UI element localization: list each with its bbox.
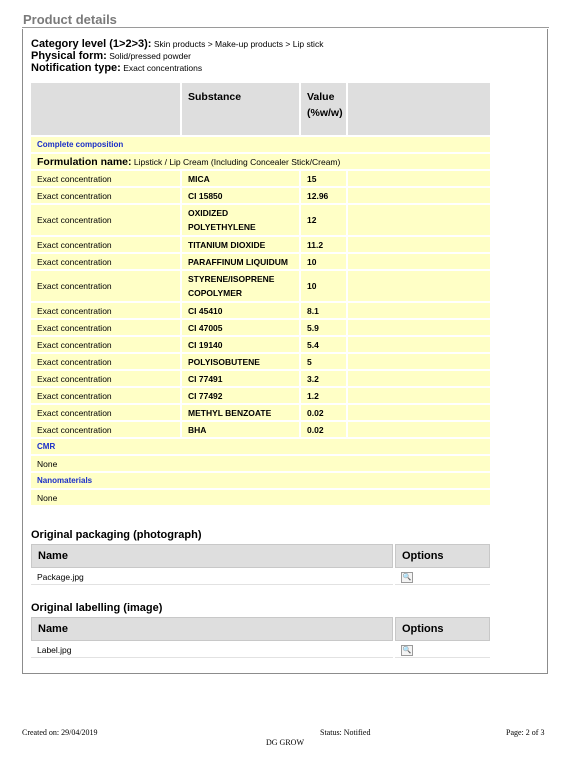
- composition-table: [29, 81, 492, 507]
- row-value: 5.9: [301, 320, 346, 335]
- notification-type-label: Notification type:: [31, 62, 121, 74]
- footer-org: DG GROW: [266, 738, 304, 747]
- row-empty: [348, 405, 490, 420]
- row-type: Exact concentration: [31, 337, 180, 352]
- row-value: 5.4: [301, 337, 346, 352]
- physical-form-value: Solid/pressed powder: [109, 51, 191, 61]
- magnifier-view-icon[interactable]: 🔍: [402, 646, 412, 654]
- row-value: 12.96: [301, 188, 346, 203]
- row-value: 3.2: [301, 371, 346, 386]
- row-substance-line2: POLYETHYLENE: [188, 222, 256, 232]
- table-row: [31, 422, 490, 437]
- packaging-title: Original packaging (photograph): [31, 529, 202, 541]
- row-value: 0.02: [301, 422, 346, 437]
- category-label: Category level (1>2>3):: [31, 38, 152, 50]
- row-substance: POLYISOBUTENE: [182, 354, 299, 369]
- formulation-value: Lipstick / Lip Cream (Including Concealer Stick/Cream): [133, 156, 341, 167]
- labelling-file-name[interactable]: Label.jpg: [31, 643, 393, 658]
- row-substance: [182, 271, 299, 301]
- row-empty: [348, 354, 490, 369]
- table-row: [31, 643, 490, 658]
- row-type: Exact concentration: [31, 237, 180, 252]
- row-substance-line1: STYRENE/ISOPRENE: [188, 274, 275, 284]
- row-value: 1.2: [301, 388, 346, 403]
- table-row: [31, 337, 490, 352]
- packaging-file-name[interactable]: Package.jpg: [31, 570, 393, 585]
- table-row: [31, 205, 490, 235]
- row-value: 0.02: [301, 405, 346, 420]
- row-substance: CI 77492: [182, 388, 299, 403]
- row-substance: [182, 205, 299, 235]
- header-value-line1: Value: [307, 91, 335, 103]
- row-substance: CI 77491: [182, 371, 299, 386]
- product-meta: [31, 38, 323, 74]
- cmr-value: None: [31, 456, 490, 471]
- table-row: [31, 405, 490, 420]
- composition-header-row: [31, 83, 490, 135]
- row-empty: [348, 237, 490, 252]
- row-type: Exact concentration: [31, 388, 180, 403]
- table-row: [31, 320, 490, 335]
- row-substance: BHA: [182, 422, 299, 437]
- row-empty: [348, 188, 490, 203]
- header-empty: [31, 83, 180, 135]
- section-cmr: CMR: [31, 439, 490, 454]
- table-row: [31, 354, 490, 369]
- labelling-table: [29, 615, 492, 660]
- row-value: 5: [301, 354, 346, 369]
- row-substance: CI 15850: [182, 188, 299, 203]
- row-type: Exact concentration: [31, 303, 180, 318]
- row-empty: [348, 271, 490, 301]
- row-substance: CI 45410: [182, 303, 299, 318]
- row-empty: [348, 422, 490, 437]
- row-substance: METHYL BENZOATE: [182, 405, 299, 420]
- header-empty-2: [348, 83, 490, 135]
- footer-page: Page: 2 of 3: [506, 728, 545, 737]
- table-row: [31, 371, 490, 386]
- footer-created: Created on: 29/04/2019: [22, 728, 98, 737]
- table-row: [31, 388, 490, 403]
- header-substance: Substance: [182, 83, 299, 135]
- row-empty: [348, 303, 490, 318]
- row-substance: MICA: [182, 171, 299, 186]
- section-nanomaterials: Nanomaterials: [31, 473, 490, 488]
- formulation-label: Formulation name:: [37, 155, 132, 168]
- row-type: Exact concentration: [31, 320, 180, 335]
- row-type: Exact concentration: [31, 188, 180, 203]
- table-row: [31, 254, 490, 269]
- row-empty: [348, 388, 490, 403]
- category-value: Skin products > Make-up products > Lip stick: [153, 39, 324, 49]
- row-value: 15: [301, 171, 346, 186]
- row-empty: [348, 320, 490, 335]
- row-type: Exact concentration: [31, 354, 180, 369]
- row-type: Exact concentration: [31, 254, 180, 269]
- row-substance-line1: OXIDIZED: [188, 208, 229, 218]
- row-type: Exact concentration: [31, 371, 180, 386]
- packaging-col-options: Options: [395, 544, 490, 568]
- row-substance: CI 47005: [182, 320, 299, 335]
- packaging-table: [29, 542, 492, 587]
- magnifier-view-icon[interactable]: 🔍: [402, 573, 412, 581]
- formulation-row: [31, 154, 490, 169]
- row-value: 11.2: [301, 237, 346, 252]
- section-complete-composition: Complete composition: [31, 137, 490, 152]
- row-empty: [348, 205, 490, 235]
- table-row: [31, 188, 490, 203]
- row-type: Exact concentration: [31, 422, 180, 437]
- labelling-col-options: Options: [395, 617, 490, 641]
- row-empty: [348, 337, 490, 352]
- table-row: [31, 271, 490, 301]
- table-row: [31, 237, 490, 252]
- labelling-col-name: Name: [31, 617, 393, 641]
- row-empty: [348, 254, 490, 269]
- row-value: 8.1: [301, 303, 346, 318]
- row-substance: TITANIUM DIOXIDE: [182, 237, 299, 252]
- page-title: Product details: [23, 12, 117, 27]
- row-empty: [348, 371, 490, 386]
- row-value: 12: [301, 205, 346, 235]
- row-type: Exact concentration: [31, 171, 180, 186]
- footer-status: Status: Notified: [320, 728, 371, 737]
- notification-type-value: Exact concentrations: [123, 63, 203, 73]
- row-empty: [348, 171, 490, 186]
- row-type: Exact concentration: [31, 205, 180, 235]
- row-type: Exact concentration: [31, 271, 180, 301]
- table-row: [31, 570, 490, 585]
- row-type: Exact concentration: [31, 405, 180, 420]
- packaging-col-name: Name: [31, 544, 393, 568]
- heading-divider: [22, 27, 549, 28]
- table-row: [31, 303, 490, 318]
- row-value: 10: [301, 271, 346, 301]
- table-row: [31, 171, 490, 186]
- header-value: [301, 83, 346, 135]
- row-substance: CI 19140: [182, 337, 299, 352]
- header-value-line2: (%w/w): [307, 107, 343, 119]
- row-substance-line2: COPOLYMER: [188, 288, 243, 298]
- row-substance: PARAFFINUM LIQUIDUM: [182, 254, 299, 269]
- nanomaterials-value: None: [31, 490, 490, 505]
- labelling-title: Original labelling (image): [31, 602, 163, 614]
- row-value: 10: [301, 254, 346, 269]
- physical-form-label: Physical form:: [31, 50, 107, 62]
